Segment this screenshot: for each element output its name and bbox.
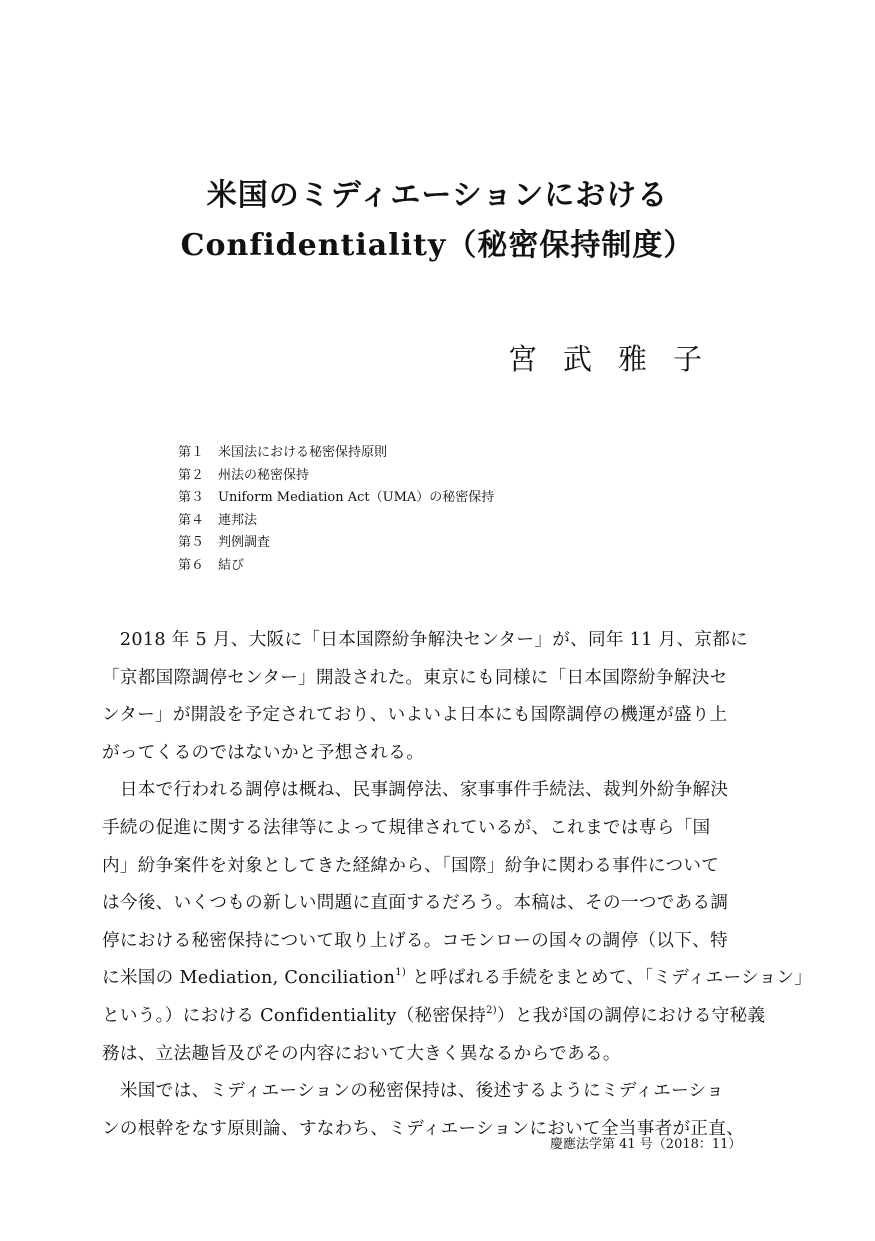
toc-item [178,465,494,488]
toc-item [178,532,494,555]
body-text-segment: に米国の Mediation, Conciliation [102,968,396,989]
toc-item-number: 第４ [178,512,205,528]
body-line: がってくるのではないかと予想される。 [102,742,425,763]
toc-item-number: 第３ [178,490,205,505]
body-text [102,622,813,1148]
body-line [102,960,813,998]
toc-item [178,510,494,533]
body-line: 「京都国際調停センター」開設された。東京にも同様に「日本国際紛争解決セ [102,667,728,688]
toc-item-label: 連邦法 [218,512,258,528]
body-line: 手続の促進に関する法律等によって規律されているが、これまでは専ら「国 [102,817,711,838]
body-line: 停における秘密保持について取り上げる。コモンローの国々の調停（以下、特 [102,930,728,951]
author-name: 宮武雅子 [508,342,729,376]
toc-item-label: 結び [218,557,245,573]
body-text-segment: と呼ばれる手続をまとめて、「ミディエーション」 [406,968,813,989]
body-line: 内」紛争案件を対象としてきた経緯から、「国際」紛争に関わる事件について [102,855,720,876]
toc-item [178,442,494,465]
toc-item [178,487,494,510]
page-title-line-1: 米国のミディエーションにおける [206,178,669,213]
toc-item-number: 第１ [178,445,205,460]
toc-item-label: Uniform Mediation Act（UMA）の秘密保持 [218,490,495,505]
body-line: 務は、立法趣旨及びその内容において大きく異なるからである。 [102,1043,621,1064]
toc-item-number: 第２ [178,467,205,483]
footnote-ref-2: 2) [486,1004,497,1016]
body-line: は今後、いくつもの新しい問題に直面するだろう。本稿は、その一つである調 [102,893,729,914]
toc-item-label: 州法の秘密保持 [218,467,310,483]
body-line: 米国では、ミディエーションの秘密保持は、後述するようにミディエーショ [102,1081,725,1102]
toc-item-number: 第６ [178,557,205,573]
toc-item-label: 米国法における秘密保持原則 [218,445,388,460]
toc-item [178,555,494,578]
page-title-line-2: Confidentiality（秘密保持制度） [180,228,695,263]
body-line: 2018 年 5 月、大阪に「日本国際紛争解決センター」が、同年 11 月、京都に [102,630,749,650]
footnote-ref-1: 1) [395,967,407,979]
body-line [102,998,782,1036]
body-text-segment: という。）における Confidentiality（秘密保持 [102,1005,487,1026]
toc-item-number: 第５ [178,535,205,550]
table-of-contents [178,442,494,577]
body-line: ンター」が開設を予定されており、いよいよ日本にも国際調停の機運が盛り上 [102,705,728,726]
toc-item-label: 判例調査 [218,535,271,550]
body-line: 日本で行われる調停は概ね、民事調停法、家事事件手続法、裁判外紛争解決 [102,780,729,801]
body-line: ンの根幹をなす原則論、すなわち、ミディエーションにおいて全当事者が正直、 [102,1118,745,1139]
body-text-segment: ）と我が国の調停における守秘義 [496,1005,766,1026]
journal-footer: 慶應法学第 41 号（2018：11） [550,1137,742,1152]
